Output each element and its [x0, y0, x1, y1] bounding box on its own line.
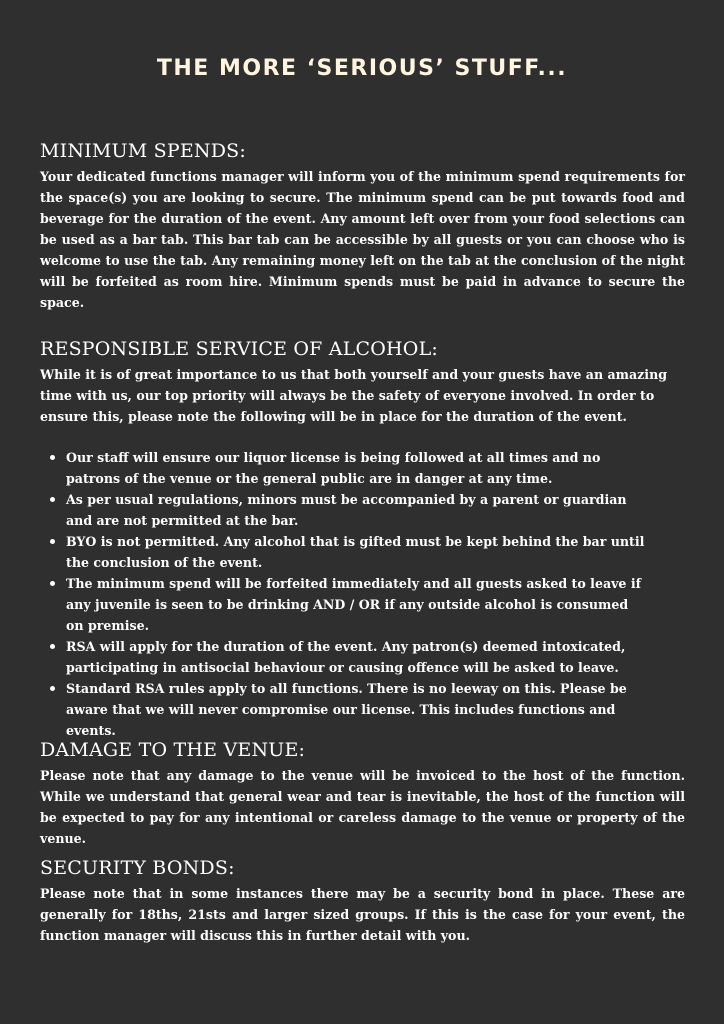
section-intro-rsa: While it is of great importance to us that both yourself and your guests have an amazing time with us, our top priority will always be the safety of everyone involved. In order to ensure this, please note the following will be in place for the duration of the event.	[40, 367, 668, 424]
section-body-minimum-spends: Your dedicated functions manager will inform you of the minimum spend requirements for the space(s) you are looking to secure. The minimum spend can be put towards food and beverage for the duration of the event. Any amount left over from your food selections can be used as a bar tab. This bar tab can be accessible by all guests or you can choose who is welcome to use the tab. Any remaining money left on the tab at the conclusion of the night will be forfeited as room hire. Minimum spends must be paid in advance to secure the space.	[40, 169, 685, 310]
section-heading-damage: DAMAGE TO THE VENUE:	[40, 739, 306, 761]
list-item	[66, 489, 685, 531]
list-item-text: As per usual regulations, minors must be accompanied by a parent or guardian and are not permitted at the bar.	[66, 492, 627, 528]
list-item	[66, 573, 685, 636]
list-item-text: BYO is not permitted. Any alcohol that is gifted must be kept behind the bar until the conclusion of the event.	[66, 534, 645, 570]
list-item	[66, 636, 685, 678]
bullet-icon	[50, 539, 55, 544]
list-item	[66, 531, 685, 573]
section-body-security-bonds: Please note that in some instances there may be a security bond in place. These are generally for 18ths, 21sts and larger sized groups. If this is the case for your event, the function manager will discuss this in further detail with you.	[40, 886, 685, 943]
list-item-text: Our staff will ensure our liquor license is being followed at all times and no patrons of the venue or the general public are in danger at any time.	[66, 450, 601, 486]
section-minimum-spends	[40, 140, 685, 313]
list-item-text: Standard RSA rules apply to all functions. There is no leeway on this. Please be aware that we will never compromise our license. This includes functions and events.	[66, 681, 627, 738]
list-item	[66, 447, 685, 489]
section-security-bonds	[40, 857, 685, 946]
bullet-icon	[50, 644, 55, 649]
bullet-icon	[50, 686, 55, 691]
list-item-text: RSA will apply for the duration of the event. Any patron(s) deemed intoxicated, participating in antisocial behaviour or causing offence will be asked to leave.	[66, 639, 626, 675]
list-item	[66, 678, 685, 741]
bullet-icon	[50, 581, 55, 586]
page-title: THE MORE ‘SERIOUS’ STUFF...	[156, 56, 568, 81]
section-rsa	[40, 338, 685, 741]
section-body-damage: Please note that any damage to the venue will be invoiced to the host of the function. While we understand that general wear and tear is inevitable, the host of the function will be expected to pay for any intentional or careless damage to the venue or property of the venue.	[40, 768, 685, 846]
list-item-text: The minimum spend will be forfeited immediately and all guests asked to leave if any juvenile is seen to be drinking AND / OR if any outside alcohol is consumed on premise.	[66, 576, 642, 633]
rsa-rules-list	[40, 447, 685, 741]
section-heading-minimum-spends: MINIMUM SPENDS:	[40, 140, 246, 162]
section-damage	[40, 739, 685, 849]
section-heading-security-bonds: SECURITY BONDS:	[40, 857, 235, 879]
section-heading-rsa: RESPONSIBLE SERVICE OF ALCOHOL:	[40, 338, 438, 360]
bullet-icon	[50, 497, 55, 502]
bullet-icon	[50, 455, 55, 460]
